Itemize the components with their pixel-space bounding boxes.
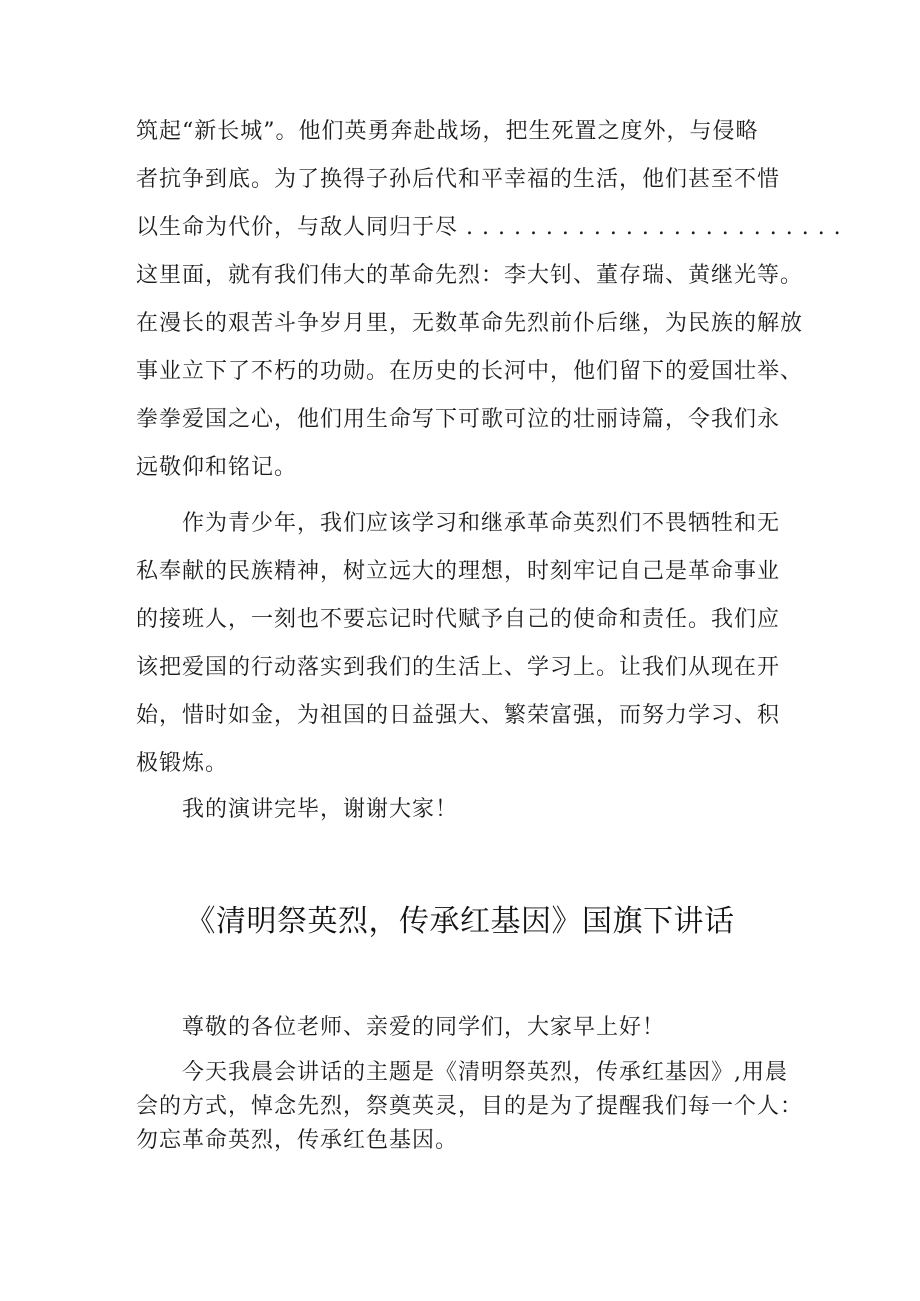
paragraph-theme [136,1056,816,1158]
text-line: 这里面，就有我们伟大的革命先烈：李大钊、董存瑞、黄继光等。 [136,263,804,288]
paragraph-youth [136,500,816,788]
text-line: 会的方式，悼念先烈，祭奠英灵，目的是为了提醒我们每一个人： [136,1094,804,1119]
text-line: 在漫长的艰苦斗争岁月里，无数革命先烈前仆后继，为民族的解放 [136,311,804,336]
text-line: 的接班人，一刻也不要忘记时代赋予自己的使命和责任。我们应 [136,607,781,632]
text-line: 今天我晨会讲话的主题是《清明祭英烈，传承红基因》,用晨 [182,1060,788,1085]
greeting [136,1004,816,1052]
closing-remark [136,786,816,834]
text-line: 勿忘革命英烈，传承红色基因。 [136,1128,459,1153]
text-line: 始，惜时如金，为祖国的日益强大、繁荣富强，而努力学习、积 [136,703,781,728]
text-line: 筑起“新长城”。他们英勇奔赴战场，把生死置之度外，与侵略 [136,119,759,144]
text-line: 极锻炼。 [136,751,229,776]
text-line: 我的演讲完毕，谢谢大家！ [182,797,459,822]
text-line: 作为青少年，我们应该学习和继承革命英烈们不畏牺牲和无 [182,511,781,536]
text-line: 该把爱国的行动落实到我们的生活上、学习上。让我们从现在开 [136,655,781,680]
text-line: 事业立下了不朽的功勋。在历史的长河中，他们留下的爱国壮举、 [136,359,804,384]
section-heading: 《清明祭英烈，传承红基因》国旗下讲话 [185,904,735,939]
text-line: 者抗争到底。为了换得子孙后代和平幸福的生活，他们甚至不惜 [136,167,781,192]
text-line: 以生命为代价，与敌人同归于尽 . . . . . . . . . . . . . . . . . . . . . . . . [136,215,842,240]
text-line: 尊敬的各位老师、亲爱的同学们，大家早上好！ [182,1015,666,1040]
text-line: 私奉献的民族精神，树立远大的理想，时刻牢记自己是革命事业 [136,559,781,584]
paragraph-heroes [136,108,842,492]
text-line: 拳拳爱国之心，他们用生命写下可歌可泣的壮丽诗篇，令我们永 [136,407,781,432]
text-line: 远敬仰和铭记。 [136,455,298,480]
